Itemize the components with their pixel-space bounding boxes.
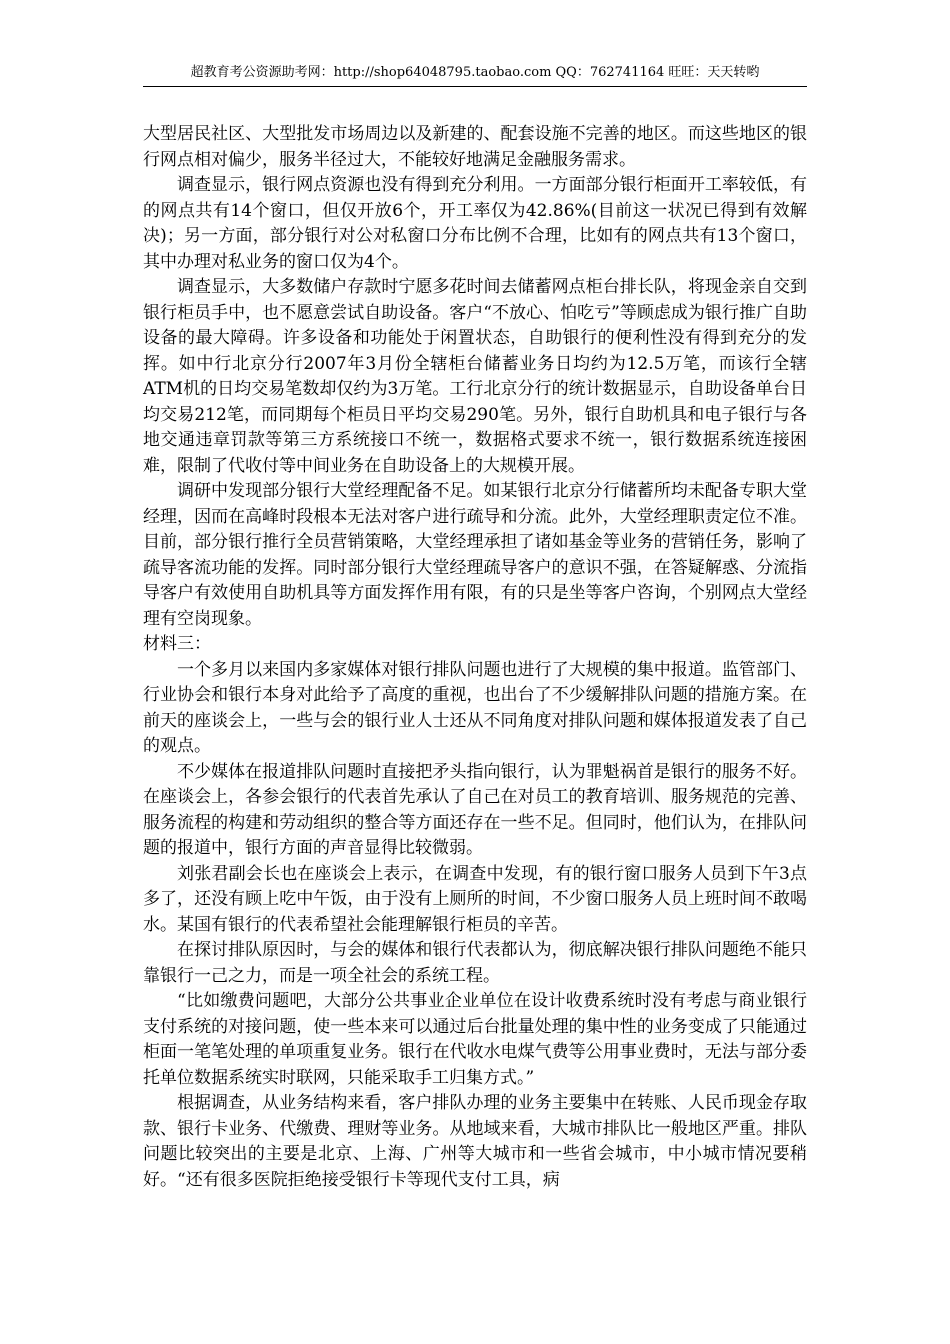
document-body bbox=[143, 122, 807, 1193]
section-heading-material-three: 材料三： bbox=[143, 634, 211, 654]
paragraph-vice-president-remarks: 刘张君副会长也在座谈会上表示，在调查中发现，有的银行窗口服务人员到下午3点多了，还没有顾上吃中午饭，由于没有上厕所的时间，不少窗口服务人员上班时间不敢喝水。某国有银行的代表希望社会能理解银行柜员的辛苦。 bbox=[143, 863, 807, 935]
paragraph-self-service-devices: 调查显示，大多数储户存款时宁愿多花时间去储蓄网点柜台排长队，将现金亲自交到银行柜员手中，也不愿意尝试自助设备。客户“不放心、怕吃亏”等顾虑成为银行推广自助设备的最大障碍。许多设备和功能处于闲置状态，自助银行的便利性没有得到充分的发挥。如中行北京分行2007年3月份全辖柜台储蓄业务日均约为12.5万笔，而该行全辖ATM机的日均交易笔数却仅约为3万笔。工行北京分行的统计数据显示，自助设备单台日均交易212笔，而同期每个柜员日平均交易290笔。另外，银行自助机具和电子银行与各地交通违章罚款等第三方系统接口不统一，数据格式要求不统一，银行数据系统连接困难，限制了代收付等中间业务在自助设备上的大规模开展。 bbox=[143, 277, 807, 476]
paragraph-bank-service-criticism: 不少媒体在报道排队问题时直接把矛头指向银行，认为罪魁祸首是银行的服务不好。在座谈会上，各参会银行的代表首先承认了自己在对员工的教育培训、服务规范的完善、服务流程的构建和劳动组织的整合等方面还存在一些不足。但同时，他们认为，在排队问题的报道中，银行方面的声音显得比较微弱。 bbox=[143, 761, 807, 858]
page-header: 超教育考公资源助考网：http://shop64048795.taobao.com QQ：762741164 旺旺：天天转哟 bbox=[190, 65, 760, 80]
paragraph-residential-areas: 大型居民社区、大型批发市场周边以及新建的、配套设施不完善的地区。而这些地区的银行网点相对偏少，服务半径过大，不能较好地满足金融服务需求。 bbox=[143, 124, 807, 170]
paragraph-bill-payment-quote: “比如缴费问题吧，大部分公共事业企业单位在设计收费系统时没有考虑与商业银行支付系统的对接问题，使一些本来可以通过后台批量处理的集中性的业务变成了只能通过柜面一笔笔处理的单项重复业务。银行在代收水电煤气费等公用事业费时，无法与部分委托单位数据系统实时联网，只能采取手工归集方式。” bbox=[143, 991, 807, 1088]
paragraph-survey-findings: 根据调查，从业务结构来看，客户排队办理的业务主要集中在转账、人民币现金存取款、银行卡业务、代缴费、理财等业务。从地域来看，大城市排队比一般地区严重。排队问题比较突出的主要是北京、上海、广州等大城市和一些省会城市，中小城市情况要稍好。“还有很多医院拒绝接受银行卡等现代支付工具，病 bbox=[143, 1093, 807, 1190]
paragraph-branch-resources: 调查显示，银行网点资源也没有得到充分利用。一方面部分银行柜面开工率较低，有的网点共有14个窗口，但仅开放6个，开工率仅为42.86%(目前这一状况已得到有效解决)；另一方面，部分银行对公对私窗口分布比例不合理，比如有的网点共有13个窗口，其中办理对私业务的窗口仅为4个。 bbox=[143, 175, 807, 272]
paragraph-queue-causes: 在探讨排队原因时，与会的媒体和银行代表都认为，彻底解决银行排队问题绝不能只靠银行一己之力，而是一项全社会的系统工程。 bbox=[143, 940, 807, 986]
paragraph-lobby-managers: 调研中发现部分银行大堂经理配备不足。如某银行北京分行储蓄所均未配备专职大堂经理，因而在高峰时段根本无法对客户进行疏导和分流。此外，大堂经理职责定位不准。目前，部分银行推行全员营销策略，大堂经理承担了诸如基金等业务的营销任务，影响了疏导客流功能的发挥。同时部分银行大堂经理疏导客户的意识不强，在答疑解惑、分流指导客户有效使用自助机具等方面发挥作用有限，有的只是坐等客户咨询，个别网点大堂经理有空岗现象。 bbox=[143, 481, 807, 629]
header-divider bbox=[143, 86, 807, 87]
paragraph-media-reports: 一个多月以来国内多家媒体对银行排队问题也进行了大规模的集中报道。监管部门、行业协会和银行本身对此给予了高度的重视，也出台了不少缓解排队问题的措施方案。在前天的座谈会上，一些与会的银行业人士还从不同角度对排队问题和媒体报道发表了自己的观点。 bbox=[143, 659, 807, 756]
